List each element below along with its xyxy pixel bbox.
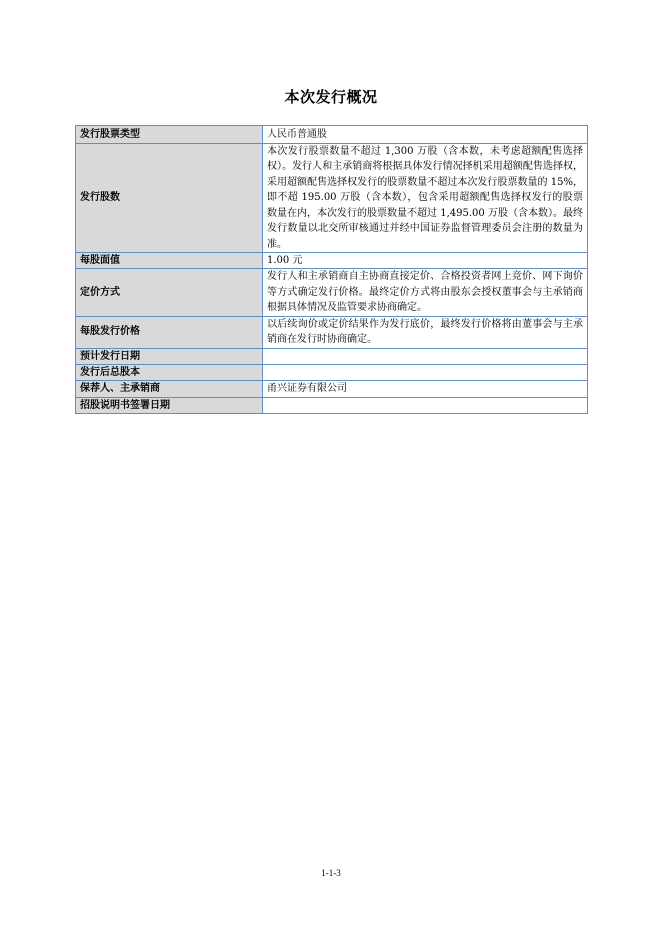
row-value-issue-price: 以后续询价或定价结果作为发行底价，最终发行价格将由董事会与主承销商在发行时协商确定。: [263, 316, 588, 348]
table-row: [76, 126, 588, 144]
row-label-issue-price: 每股发行价格: [76, 316, 263, 348]
row-label-share-count: 发行股数: [76, 144, 263, 253]
page-number: 1-1-3: [321, 868, 341, 878]
row-label-stock-type: 发行股票类型: [76, 126, 263, 144]
row-label-total-shares: 发行后总股本: [76, 365, 263, 381]
table-row: [76, 144, 588, 253]
row-label-pricing-method: 定价方式: [76, 269, 263, 316]
row-value-expected-date: [263, 348, 588, 364]
row-value-stock-type: 人民币普通股: [263, 126, 588, 144]
row-value-share-count: 本次发行股票数量不超过 1,300 万股（含本数，未考虑超额配售选择权）。发行人和主承销商将根据具体发行情况择机采用超额配售选择权，采用超额配售选择权发行的股票数量不超过本次发行股票数量的 15%，即不超 195.00 万股（含本数），包含采用超额配售选择权发行的股票数量在内，本次发行的股票数量不超过 1,495.00 万股（含本数）。最终发行数量以北交所审核通过并经中国证券监督管理委员会注册的数量为准。: [263, 144, 588, 253]
row-value-pricing-method: 发行人和主承销商自主协商直接定价、合格投资者网上竞价、网下询价等方式确定发行价格。最终定价方式将由股东会授权董事会与主承销商根据具体情况及监管要求协商确定。: [263, 269, 588, 316]
row-label-expected-date: 预计发行日期: [76, 348, 263, 364]
offering-overview-table: [75, 125, 588, 414]
row-label-sponsor: 保荐人、主承销商: [76, 381, 263, 397]
table-row: [76, 316, 588, 348]
table-row: [76, 397, 588, 413]
row-value-total-shares: [263, 365, 588, 381]
row-value-signing-date: [263, 397, 588, 413]
row-label-signing-date: 招股说明书签署日期: [76, 397, 263, 413]
table-row: [76, 348, 588, 364]
table-row: [76, 381, 588, 397]
row-value-par-value: 1.00 元: [263, 253, 588, 269]
table-row: [76, 269, 588, 316]
table-row: [76, 365, 588, 381]
table-row: [76, 253, 588, 269]
page-title: 本次发行概况: [284, 88, 378, 106]
row-value-sponsor: 甬兴证券有限公司: [263, 381, 588, 397]
row-label-par-value: 每股面值: [76, 253, 263, 269]
